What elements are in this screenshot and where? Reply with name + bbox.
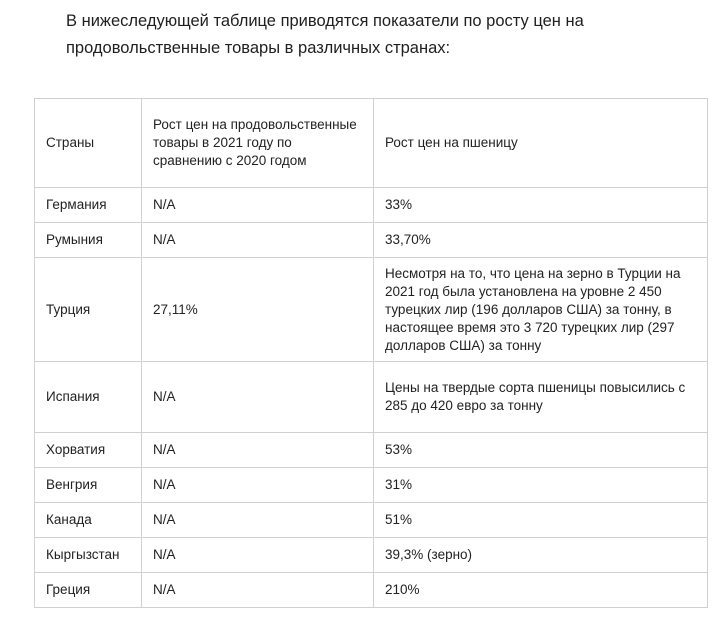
header-food-growth: Рост цен на продовольственные товары в 2021 году по сравнению с 2020 годом <box>142 99 374 188</box>
table-row <box>35 503 708 538</box>
intro-line-1: В нижеследующей таблице приводятся показатели по росту цен на <box>66 12 584 30</box>
wheat-growth-cell: Цены на твердые сорта пшеницы повысились с 285 до 420 евро за тонну <box>374 362 708 433</box>
country-cell: Канада <box>35 503 142 538</box>
header-wheat-growth: Рост цен на пшеницу <box>374 99 708 188</box>
wheat-growth-cell: 51% <box>374 503 708 538</box>
food-growth-cell: N/A <box>142 188 374 223</box>
food-growth-cell: N/A <box>142 573 374 608</box>
food-growth-cell: N/A <box>142 433 374 468</box>
intro-paragraph <box>66 8 706 62</box>
table-row <box>35 538 708 573</box>
table-row <box>35 573 708 608</box>
wheat-growth-cell: 33,70% <box>374 223 708 258</box>
table-row <box>35 433 708 468</box>
table-row <box>35 362 708 433</box>
wheat-growth-cell: 39,3% (зерно) <box>374 538 708 573</box>
country-cell: Венгрия <box>35 468 142 503</box>
table-row <box>35 258 708 362</box>
intro-line-2: продовольственные товары в различных странах: <box>66 39 451 57</box>
food-growth-cell: N/A <box>142 503 374 538</box>
wheat-growth-cell: 33% <box>374 188 708 223</box>
wheat-growth-cell: 53% <box>374 433 708 468</box>
food-growth-cell: N/A <box>142 223 374 258</box>
country-cell: Турция <box>35 258 142 362</box>
food-growth-cell: N/A <box>142 538 374 573</box>
table-row <box>35 468 708 503</box>
table-row <box>35 223 708 258</box>
country-cell: Греция <box>35 573 142 608</box>
food-growth-cell: 27,11% <box>142 258 374 362</box>
country-cell: Румыния <box>35 223 142 258</box>
country-cell: Кыргызстан <box>35 538 142 573</box>
wheat-growth-cell: 31% <box>374 468 708 503</box>
table-header-row <box>35 99 708 188</box>
food-growth-cell: N/A <box>142 362 374 433</box>
country-cell: Хорватия <box>35 433 142 468</box>
wheat-growth-cell: Несмотря на то, что цена на зерно в Турции на 2021 год была установлена на уровне 2 450 турецких лир (196 долларов США) за тонну, в настоящее время это 3 720 турецких лир (297 долларов США) за тонну <box>374 258 708 362</box>
wheat-growth-cell: 210% <box>374 573 708 608</box>
food-growth-cell: N/A <box>142 468 374 503</box>
table-row <box>35 188 708 223</box>
header-country: Страны <box>35 99 142 188</box>
country-cell: Испания <box>35 362 142 433</box>
price-growth-table <box>34 98 708 608</box>
country-cell: Германия <box>35 188 142 223</box>
